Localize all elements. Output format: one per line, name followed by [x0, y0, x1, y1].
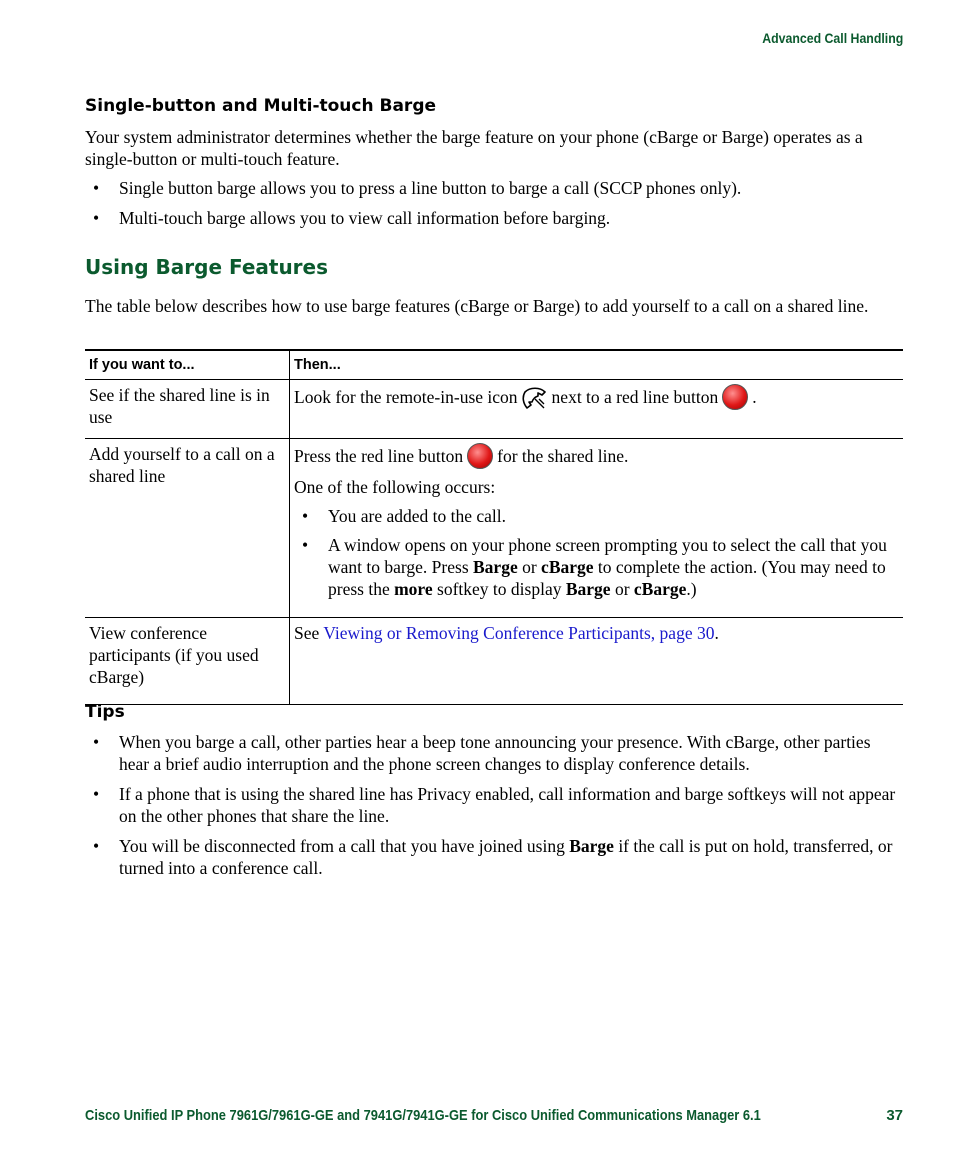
footer-title: Cisco Unified IP Phone 7961G/7961G-GE and 7941G/7941G-GE for Cisco Unified Communications Manager 6.1 [85, 1107, 761, 1124]
list-item: • You are added to the call. [302, 506, 507, 526]
list-item: • When you barge a call, other parties hear a beep tone announcing your presence. With cBarge, other parties hear a brief audio interruption and the phone screen changes to display conference details. [93, 732, 871, 774]
tips-list [85, 731, 900, 887]
section-heading-single-button: Single-button and Multi-touch Barge [85, 96, 437, 116]
table-row [85, 380, 903, 439]
page-number: 37 [886, 1107, 903, 1124]
intro-paragraph: Your system administrator determines whether the barge feature on your phone (cBarge or Barge) operates as a single-button or multi-touch feature. [85, 127, 863, 169]
table-cell-then: Press the red line button for the shared line. One of the following occurs: • You are added to the call. • A window opens on your phone screen prompting you to select the call that you want to barge. Press Barge or cBarge to complete the action. (You may need to press the more softkey to display Barge or cBarge.) [290, 439, 904, 618]
remote-in-use-icon [522, 385, 548, 416]
table-cell-want: View conference participants (if you used cBarge) [85, 618, 290, 705]
list-item: • Single button barge allows you to press a line button to barge a call (SCCP phones only). [93, 178, 742, 198]
table-cell-then: See Viewing or Removing Conference Participants, page 30. [290, 618, 904, 705]
column-header-then: Then... [290, 350, 904, 380]
tips-heading: Tips [85, 702, 125, 722]
red-line-button-icon [467, 443, 493, 469]
table-header-row [85, 350, 903, 380]
table-cell-want: Add yourself to a call on a shared line [85, 439, 290, 618]
barge-table [85, 349, 903, 705]
column-header-want: If you want to... [85, 350, 290, 380]
table-intro-paragraph: The table below describes how to use barge features (cBarge or Barge) to add yourself to a call on a shared line. [85, 296, 869, 316]
table-cell-want: See if the shared line is in use [85, 380, 290, 439]
section-heading-using-barge: Using Barge Features [85, 255, 329, 279]
conference-participants-link[interactable]: Viewing or Removing Conference Participants, page 30 [323, 623, 715, 643]
barge-types-list [85, 177, 900, 237]
running-header: Advanced Call Handling [761, 30, 903, 46]
list-item: • A window opens on your phone screen prompting you to select the call that you want to barge. Press Barge or cBarge to complete the action. (You may need to press the more softkey to display Barge or cBarge.) [302, 535, 887, 599]
red-line-button-icon [722, 384, 748, 410]
list-item: • You will be disconnected from a call that you have joined using Barge if the call is put on hold, transferred, or turned into a conference call. [93, 836, 893, 878]
table-row [85, 439, 903, 618]
table-cell-then: Look for the remote-in-use icon next to a red line button . [290, 380, 904, 439]
list-item: • If a phone that is using the shared line has Privacy enabled, call information and barge softkeys will not appear on the other phones that share the line. [93, 784, 896, 826]
table-row [85, 618, 903, 705]
list-item: • Multi-touch barge allows you to view call information before barging. [93, 208, 611, 228]
